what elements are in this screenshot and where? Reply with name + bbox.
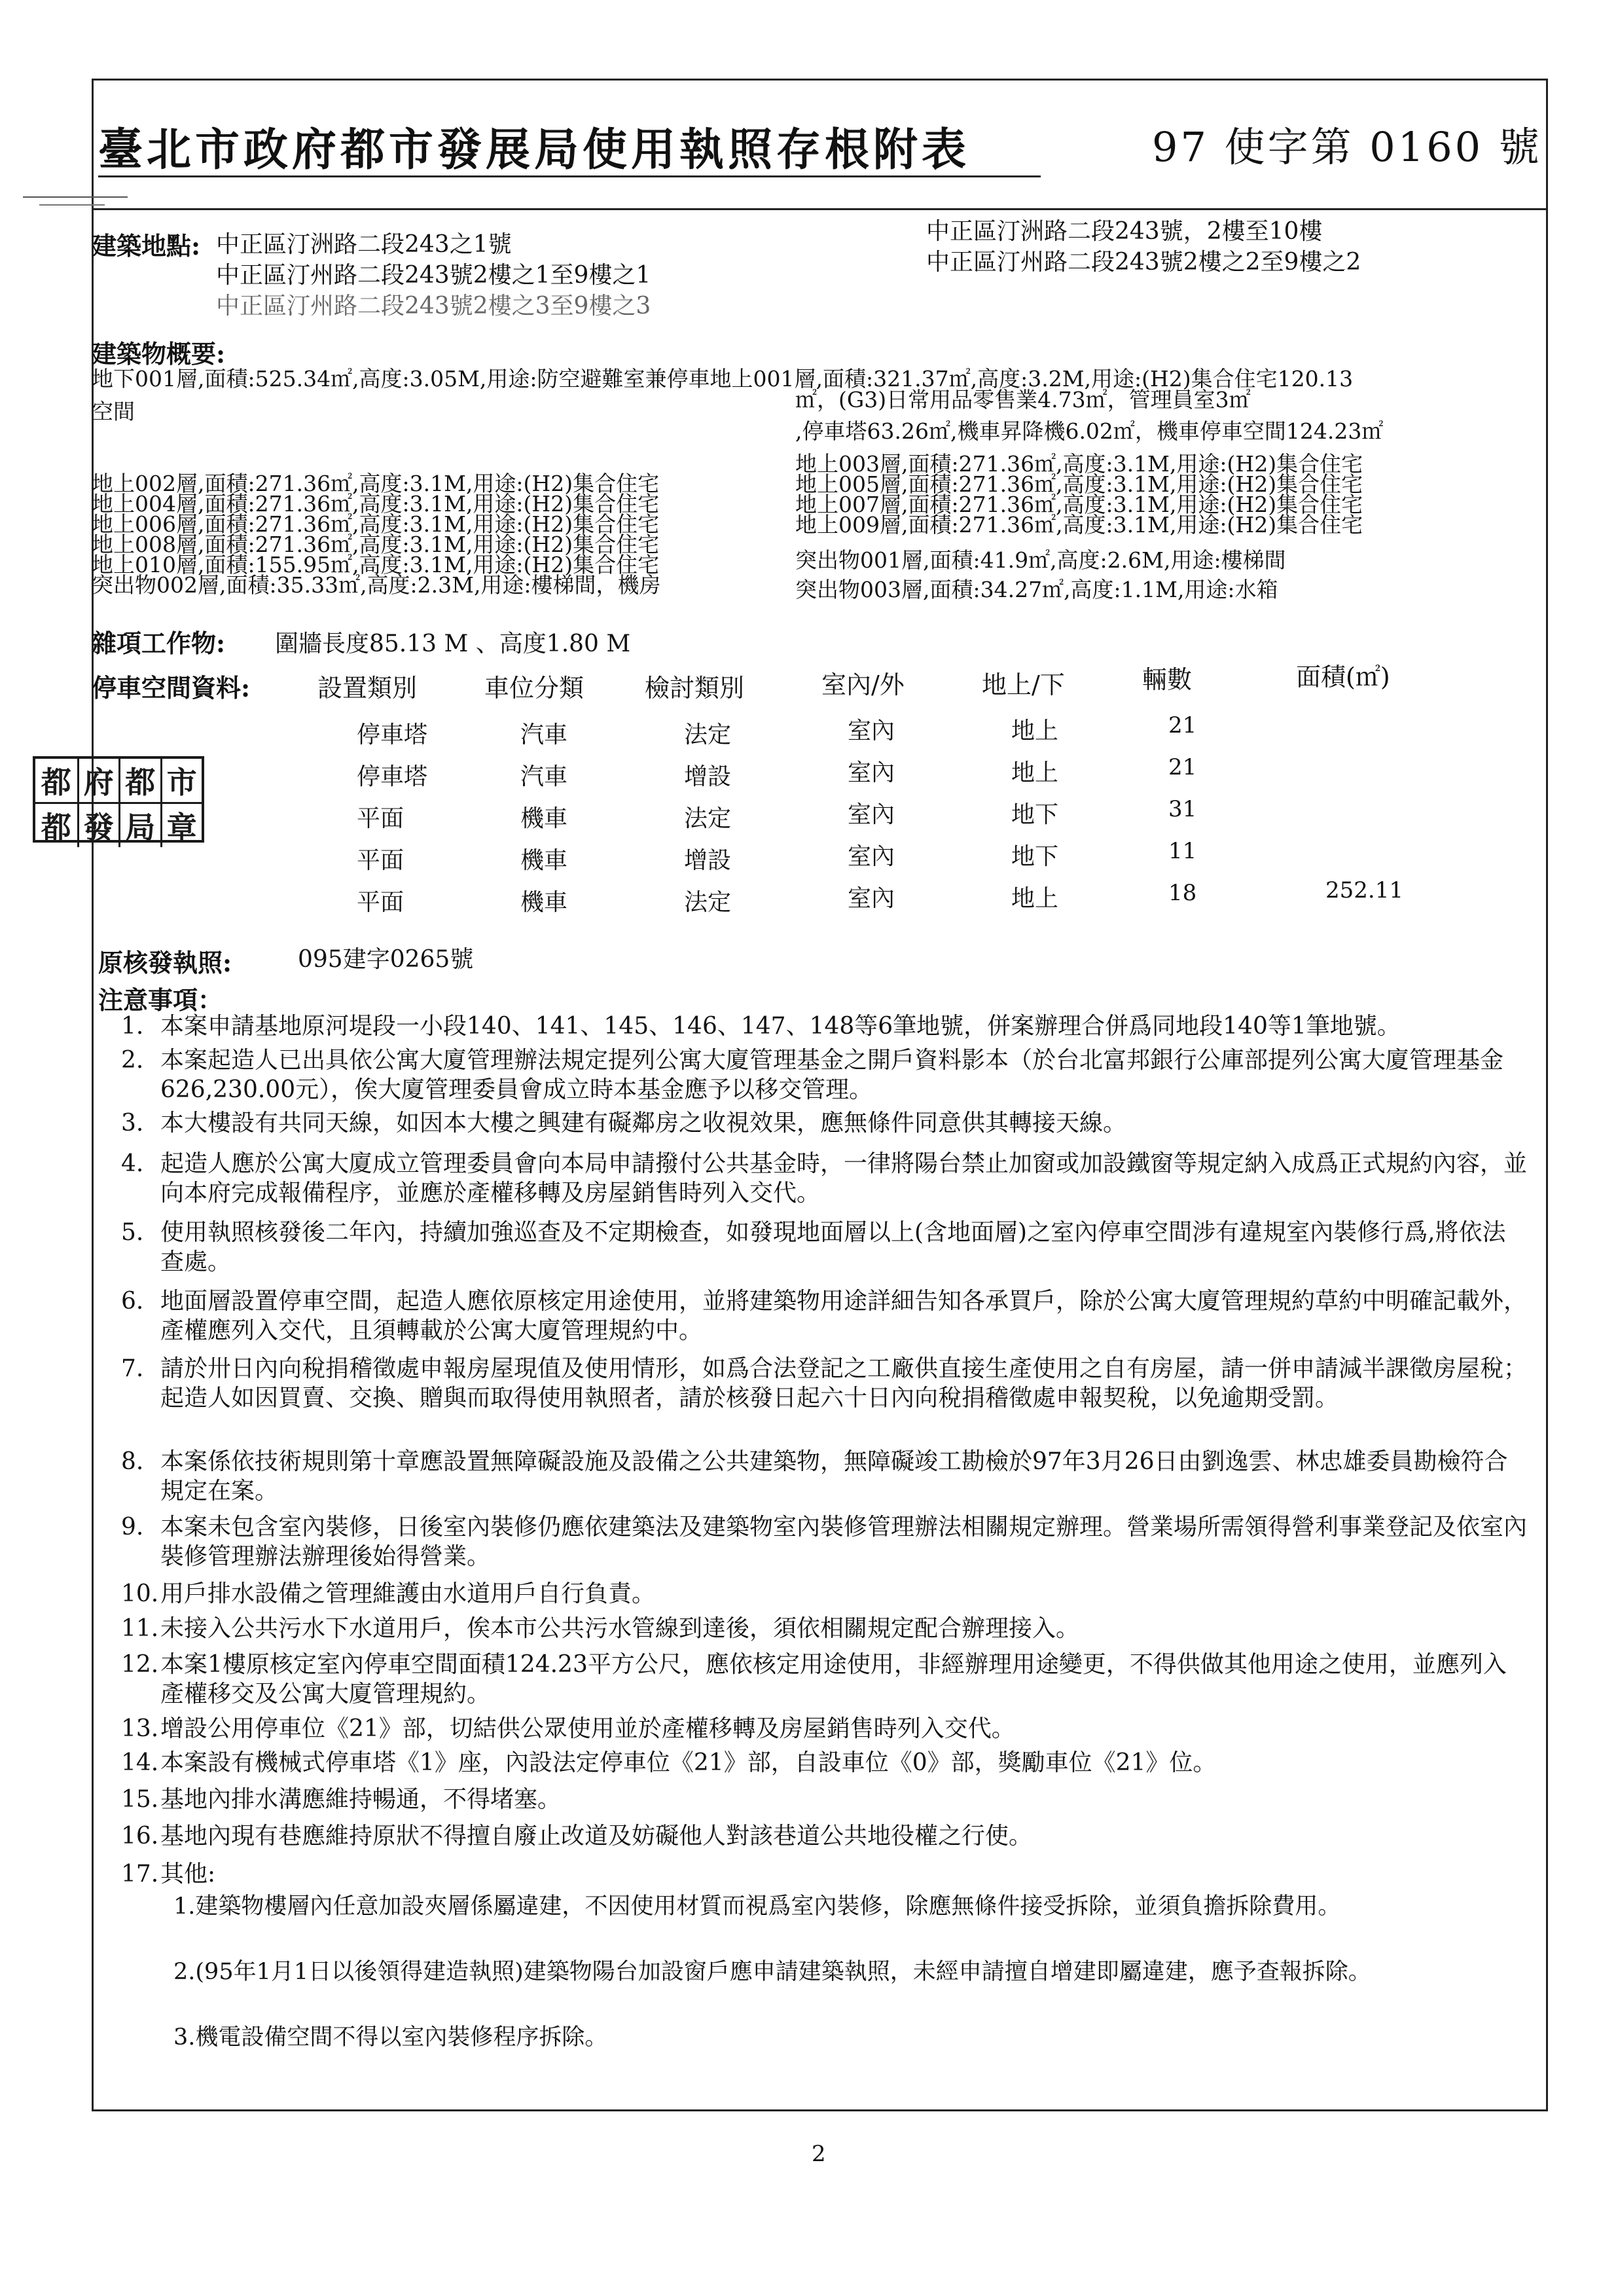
note-item bbox=[121, 1149, 1528, 1208]
parking-cell: 法定 bbox=[684, 805, 732, 832]
parking-header: 設置類別 bbox=[317, 674, 418, 702]
note-number: 15. bbox=[121, 1786, 159, 1813]
overview-label: 建築物概要: bbox=[92, 339, 226, 369]
original-permit-label: 原核發執照: bbox=[98, 948, 232, 977]
note-text: 本案設有機械式停車塔《1》座，內設法定停車位《21》部，自設車位《0》部，獎勵車位《21》位。 bbox=[160, 1749, 1217, 1776]
parking-cell: 252.11 bbox=[1325, 877, 1403, 903]
parking-cell: 停車塔 bbox=[357, 763, 428, 790]
floor-info: 地上010層,面積:155.95㎡,高度:3.1M,用途:(H2)集合住宅 bbox=[92, 552, 660, 577]
site-address-line: 中正區汀州路二段243號2樓之1至9樓之1 bbox=[216, 262, 651, 289]
floor-info: 地上007層,面積:271.36㎡,高度:3.1M,用途:(H2)集合住宅 bbox=[795, 492, 1363, 517]
floor-info: 地上006層,面積:271.36㎡,高度:3.1M,用途:(H2)集合住宅 bbox=[92, 511, 660, 537]
floor-info: 地上005層,面積:271.36㎡,高度:3.1M,用途:(H2)集合住宅 bbox=[795, 471, 1363, 497]
parking-header: 室內/外 bbox=[821, 670, 905, 699]
note-number: 10. bbox=[121, 1580, 159, 1607]
parking-cell: 機車 bbox=[520, 889, 568, 916]
note-text: 起造人應於公寓大廈成立管理委員會向本局申請撥付公共基金時，一律將陽台禁止加窗或加設鐵窗等規定納入成爲正式規約內容，並向本府完成報備程序，並應於產權移轉及房屋銷售時列入交代。 bbox=[160, 1150, 1528, 1207]
overview-line: ,停車塔63.26㎡,機車昇降機6.02㎡，機車停車空間124.23㎡ bbox=[795, 418, 1384, 444]
floor-info: 突出物001層,面積:41.9㎡,高度:2.6M,用途:樓梯間 bbox=[795, 547, 1286, 573]
note-item bbox=[121, 1859, 1528, 1889]
parking-header: 地上/下 bbox=[982, 670, 1065, 699]
parking-cell: 增設 bbox=[684, 847, 732, 874]
note-item bbox=[121, 1046, 1528, 1104]
parking-cell: 地下 bbox=[1011, 801, 1059, 828]
overview-line: 空間 bbox=[92, 399, 135, 424]
note-item bbox=[121, 1011, 1528, 1041]
note-number: 8. bbox=[121, 1448, 144, 1475]
parking-cell: 法定 bbox=[684, 889, 732, 916]
parking-cell: 機車 bbox=[520, 847, 568, 874]
page-number: 2 bbox=[812, 2141, 826, 2167]
note-text: 用戶排水設備之管理維護由水道用戶自行負責。 bbox=[160, 1580, 656, 1607]
parking-cell: 室內 bbox=[848, 801, 895, 828]
note-number: 12. bbox=[121, 1651, 159, 1678]
seal-char: 章 bbox=[160, 804, 202, 847]
title-underline bbox=[98, 175, 1041, 177]
original-permit-value: 095建字0265號 bbox=[298, 946, 474, 973]
note-item bbox=[121, 1108, 1528, 1138]
parking-header: 檢討類別 bbox=[645, 674, 745, 702]
note-text: 使用執照核發後二年內，持續加強巡查及不定期檢查，如發現地面層以上(含地面層)之室內停車空間涉有違規室內裝修行爲,將依法查處。 bbox=[160, 1219, 1506, 1275]
floor-info: 地上003層,面積:271.36㎡,高度:3.1M,用途:(H2)集合住宅 bbox=[795, 451, 1363, 477]
parking-cell: 地下 bbox=[1011, 843, 1059, 870]
note-item bbox=[121, 1714, 1528, 1743]
parking-cell: 平面 bbox=[357, 847, 404, 874]
note-number: 3. bbox=[121, 1110, 144, 1137]
site-address-line: 中正區汀州路二段243號2樓之3至9樓之3 bbox=[216, 293, 651, 319]
parking-cell: 平面 bbox=[357, 805, 404, 832]
note-number: 16. bbox=[121, 1823, 159, 1850]
note-text: 基地內現有巷應維持原狀不得擅自廢止改道及妨礙他人對該巷道公共地役權之行使。 bbox=[160, 1823, 1033, 1850]
parking-cell: 11 bbox=[1168, 838, 1197, 864]
note-number: 11. bbox=[121, 1615, 159, 1642]
parking-cell: 停車塔 bbox=[357, 721, 428, 748]
note-sub-item: 3.機電設備空間不得以室內裝修程序拆除。 bbox=[173, 2024, 608, 2050]
note-item bbox=[121, 1821, 1528, 1851]
floor-info: 地上004層,面積:271.36㎡,高度:3.1M,用途:(H2)集合住宅 bbox=[92, 491, 660, 517]
note-item bbox=[121, 1354, 1528, 1413]
note-number: 17. bbox=[121, 1861, 159, 1887]
note-text: 其他: bbox=[160, 1861, 216, 1887]
note-text: 基地內排水溝應維持暢通，不得堵塞。 bbox=[160, 1786, 562, 1813]
parking-cell: 機車 bbox=[520, 805, 568, 832]
parking-cell: 汽車 bbox=[520, 721, 568, 748]
note-text: 未接入公共污水下水道用戶，俟本市公共污水管線到達後，須依相關規定配合辦理接入。 bbox=[160, 1615, 1080, 1642]
note-number: 1. bbox=[121, 1013, 144, 1040]
parking-cell: 地上 bbox=[1011, 718, 1059, 744]
page-title: 臺北市政府都市發展局使用執照存根附表 bbox=[98, 124, 971, 176]
parking-cell: 增設 bbox=[684, 763, 732, 790]
seal-char: 都 bbox=[35, 759, 77, 804]
parking-header: 輛數 bbox=[1142, 665, 1193, 694]
note-item bbox=[121, 1579, 1528, 1609]
note-text: 地面層設置停車空間，起造人應依原核定用途使用，並將建築物用途詳細告知各承買戶，除於公寓大廈管理規約草約中明確記載外，產權應列入交代，且須轉載於公寓大廈管理規約中。 bbox=[160, 1288, 1528, 1344]
note-number: 13. bbox=[121, 1715, 159, 1742]
site-address-line: 中正區汀洲路二段243之1號 bbox=[216, 231, 512, 258]
note-text: 本案申請基地原河堤段一小段140、141、145、146、147、148等6筆地號，併案辦理合併爲同地段140等1筆地號。 bbox=[160, 1013, 1401, 1040]
parking-cell: 平面 bbox=[357, 889, 404, 916]
note-number: 2. bbox=[121, 1047, 144, 1074]
note-sub-item: 2.(95年1月1日以後領得建造執照)建築物陽台加設窗戶應申請建築執照，未經申請擅自增建即屬違建，應予查報拆除。 bbox=[173, 1959, 1371, 1985]
note-text: 本大樓設有共同天線，如因本大樓之興建有礙鄰房之收視效果，應無條件同意供其轉接天線。 bbox=[160, 1110, 1127, 1137]
scan-mark bbox=[39, 204, 105, 206]
note-number: 9. bbox=[121, 1514, 144, 1540]
note-item bbox=[121, 1218, 1528, 1277]
note-text: 本案起造人已出具依公寓大廈管理辦法規定提列公寓大廈管理基金之開戶資料影本（於台北富邦銀行公庫部提列公寓大廈管理基金626,230.00元），俟大廈管理委員會成立時本基金應予以移交管理。 bbox=[160, 1047, 1504, 1103]
parking-cell: 18 bbox=[1168, 880, 1197, 906]
parking-cell: 21 bbox=[1168, 754, 1197, 780]
parking-cell: 室內 bbox=[848, 759, 895, 786]
seal-char: 市 bbox=[160, 759, 202, 804]
note-text: 增設公用停車位《21》部，切結供公眾使用並於產權移轉及房屋銷售時列入交代。 bbox=[160, 1715, 1015, 1742]
note-text: 本案係依技術規則第十章應設置無障礙設施及設備之公共建築物，無障礙竣工勘檢於97年3月26日由劉逸雲、林忠雄委員勘檢符合規定在案。 bbox=[160, 1448, 1508, 1504]
note-item bbox=[121, 1748, 1528, 1777]
header-rule bbox=[92, 208, 1548, 210]
note-number: 14. bbox=[121, 1749, 159, 1776]
note-number: 6. bbox=[121, 1288, 144, 1315]
notes-label: 注意事項： bbox=[98, 985, 223, 1015]
parking-cell: 地上 bbox=[1011, 885, 1059, 912]
parking-header: 面積(㎡) bbox=[1296, 663, 1390, 691]
note-text: 本案未包含室內裝修，日後室內裝修仍應依建築法及建築物室內裝修管理辦法相關規定辦理。營業場所需領得營利事業登記及依室內裝修管理辦法辦理後始得營業。 bbox=[160, 1514, 1528, 1570]
seal-char: 發 bbox=[77, 804, 119, 847]
seal-char: 都 bbox=[118, 759, 160, 804]
note-item bbox=[121, 1447, 1528, 1506]
official-seal bbox=[33, 756, 204, 843]
overview-line: ㎡，(G3)日常用品零售業4.73㎡，管理員室3㎡ bbox=[795, 387, 1251, 412]
seal-char: 府 bbox=[77, 759, 119, 804]
overview-line: 地下001層,面積:525.34㎡,高度:3.05M,用途:防空避難室兼停車地上001層,面積:321.37㎡,高度:3.2M,用途:(H2)集合住宅120.13 bbox=[92, 366, 1354, 392]
parking-cell: 地上 bbox=[1011, 759, 1059, 786]
site-address-line: 中正區汀州路二段243號2樓之2至9樓之2 bbox=[926, 249, 1361, 276]
note-item bbox=[121, 1286, 1528, 1345]
site-label: 建築地點: bbox=[92, 231, 201, 261]
note-sub-item: 1.建築物樓層內任意加設夾層係屬違建，不因使用材質而視爲室內裝修，除應無條件接受拆除，並須負擔拆除費用。 bbox=[173, 1893, 1341, 1920]
misc-works-value: 圍牆長度85.13 M 、高度1.80 M bbox=[275, 630, 631, 657]
note-number: 4. bbox=[121, 1150, 144, 1177]
site-address-line: 中正區汀洲路二段243號，2樓至10樓 bbox=[926, 218, 1323, 245]
floor-info: 地上009層,面積:271.36㎡,高度:3.1M,用途:(H2)集合住宅 bbox=[795, 512, 1363, 538]
note-item bbox=[121, 1650, 1528, 1709]
seal-char: 都 bbox=[41, 810, 71, 845]
note-item bbox=[121, 1512, 1528, 1571]
floor-info: 突出物003層,面積:34.27㎡,高度:1.1M,用途:水箱 bbox=[795, 577, 1278, 602]
parking-cell: 汽車 bbox=[520, 763, 568, 790]
note-item bbox=[121, 1785, 1528, 1814]
floor-info: 突出物002層,面積:35.33㎡,高度:2.3M,用途:樓梯間，機房 bbox=[92, 572, 661, 598]
note-item bbox=[121, 1614, 1528, 1643]
note-number: 7. bbox=[121, 1355, 144, 1382]
note-number: 5. bbox=[121, 1219, 144, 1246]
floor-info: 地上002層,面積:271.36㎡,高度:3.1M,用途:(H2)集合住宅 bbox=[92, 471, 660, 496]
note-text: 請於卅日內向稅捐稽徵處申報房屋現值及使用情形，如爲合法登記之工廠供直接生產使用之自有房屋，請一併申請減半課徵房屋稅；起造人如因買賣、交換、贈與而取得使用執照者，請於核發日起六十日內向稅捐稽徵處申報契稅，以免逾期受罰。 bbox=[160, 1355, 1528, 1412]
scan-mark bbox=[23, 196, 128, 198]
parking-header: 車位分類 bbox=[484, 674, 584, 702]
parking-label: 停車空間資料: bbox=[92, 673, 251, 702]
parking-cell: 室內 bbox=[848, 885, 895, 912]
parking-cell: 室內 bbox=[848, 718, 895, 744]
floor-info: 地上008層,面積:271.36㎡,高度:3.1M,用途:(H2)集合住宅 bbox=[92, 532, 660, 557]
parking-cell: 室內 bbox=[848, 843, 895, 870]
parking-cell: 31 bbox=[1168, 796, 1197, 822]
note-text: 本案1樓原核定室內停車空間面積124.23平方公尺，應依核定用途使用，非經辦理用途變更，不得供做其他用途之使用，並應列入產權移交及公寓大廈管理規約。 bbox=[160, 1651, 1507, 1707]
document-number: 97 使字第 0160 號 bbox=[1152, 123, 1542, 171]
misc-works-label: 雜項工作物: bbox=[92, 629, 226, 658]
parking-cell: 21 bbox=[1168, 712, 1197, 738]
seal-char: 局 bbox=[118, 804, 160, 847]
parking-cell: 法定 bbox=[684, 721, 732, 748]
